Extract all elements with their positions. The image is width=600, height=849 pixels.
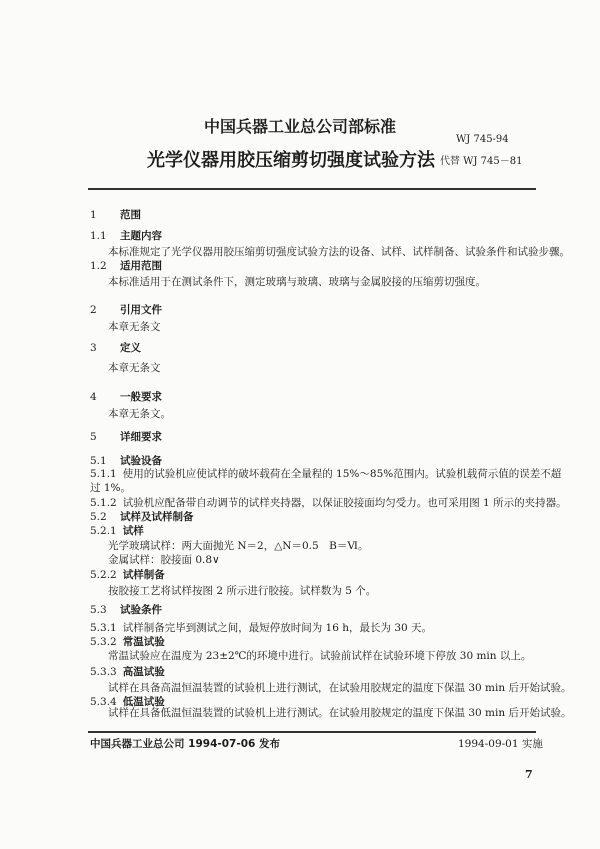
paragraph-line xyxy=(90,497,567,509)
line-text: 常温试验应在温度为 23±2℃的环境中进行。试验前试样在试验环境下停放 30 min 以上。 xyxy=(108,650,532,662)
section-heading xyxy=(90,230,162,242)
paragraph-line xyxy=(108,682,571,694)
section-heading xyxy=(90,209,141,221)
line-text: 金属试样：胶接面 0.8∨ xyxy=(108,554,220,566)
section-heading xyxy=(90,455,162,467)
line-text: 试样制备 xyxy=(122,569,165,581)
issue-date: 中国兵器工业总公司 1994-07-06 发布 xyxy=(90,738,280,750)
section-heading xyxy=(90,569,165,581)
line-text: 试验条件 xyxy=(120,604,162,616)
section-heading xyxy=(90,525,144,537)
section-heading xyxy=(90,391,162,403)
paragraph-line xyxy=(108,246,570,258)
line-text: 主题内容 xyxy=(120,230,162,242)
line-text: 详细要求 xyxy=(120,431,162,443)
section-number: 4 xyxy=(90,391,97,403)
document-title: 光学仪器用胶压缩剪切强度试验方法 xyxy=(147,150,435,171)
section-heading xyxy=(90,511,194,523)
section-heading xyxy=(90,666,165,678)
line-text: 一般要求 xyxy=(120,391,162,403)
line-text: 引用文件 xyxy=(120,304,162,316)
line-text: 本章无条文 xyxy=(108,321,161,333)
section-number: 5.2.2 xyxy=(90,569,117,581)
line-text: 试样在具备高温恒温装置的试验机上进行测试，在试验用胶规定的温度下保温 30 min 后开始试验。 xyxy=(108,682,572,694)
line-text: 低温试验 xyxy=(122,696,165,708)
paragraph-line xyxy=(108,650,531,662)
section-number: 5.2 xyxy=(90,511,107,523)
section-number: 1.1 xyxy=(90,230,107,242)
paragraph-line xyxy=(108,276,486,288)
line-text: 本章无条文。 xyxy=(108,408,171,420)
section-number: 1.2 xyxy=(90,260,107,272)
section-heading xyxy=(90,342,141,354)
paragraph-line xyxy=(108,554,220,566)
paragraph-line xyxy=(108,540,368,552)
section-number: 5.2.1 xyxy=(90,525,117,537)
line-text: 范围 xyxy=(120,209,141,221)
section-heading xyxy=(90,260,162,272)
line-text: 本标准规定了光学仪器用胶压缩剪切强度试验方法的设备、试样、试样制备、试验条件和试验步骤。 xyxy=(108,246,570,258)
section-number: 1 xyxy=(90,209,97,221)
line-text: 光学玻璃试样：两大面抛光 N＝2，△N＝0.5 B＝Ⅵ。 xyxy=(108,540,369,552)
line-text: 按胶接工艺将试样按图 2 所示进行胶接。试样数为 5 个。 xyxy=(108,585,377,597)
section-number: 2 xyxy=(90,304,97,316)
line-text: 试样及试样制备 xyxy=(120,511,194,523)
replaces-code: 代替 WJ 745－81 xyxy=(440,156,523,167)
paragraph-line xyxy=(108,408,171,420)
line-text: 试样制备完毕到测试之间，最短停放时间为 16 h，最长为 30 天。 xyxy=(122,622,433,634)
line-text: 高温试验 xyxy=(122,666,165,678)
page-number: 7 xyxy=(525,768,533,781)
section-heading xyxy=(90,431,162,443)
section-heading xyxy=(90,304,162,316)
section-number: 5.3.3 xyxy=(90,666,117,678)
section-heading xyxy=(90,636,165,648)
line-text: 试验设备 xyxy=(120,455,162,467)
issuer-heading: 中国兵器工业总公司部标准 xyxy=(203,117,396,136)
line-text: 本章无条文 xyxy=(108,362,161,374)
section-number: 5.1.1 xyxy=(90,468,117,480)
paragraph-line xyxy=(108,707,571,719)
line-text: 试样在具备低温恒温装置的试验机上进行测试。在试验用胶规定的温度下保温 30 min 后开始试验。 xyxy=(108,707,572,719)
section-number: 5.3.2 xyxy=(90,636,117,648)
paragraph-line xyxy=(108,362,161,374)
line-text: 试样 xyxy=(122,525,144,537)
paragraph-line xyxy=(90,622,432,634)
section-number: 5.3.4 xyxy=(90,696,117,708)
section-number: 3 xyxy=(90,342,97,354)
line-text: 过 1%。 xyxy=(90,482,131,494)
line-text: 使用的试验机应使试样的破坏载荷在全量程的 15%～85%范围内。试验机载荷示值的误差不超 xyxy=(122,468,562,480)
paragraph-line xyxy=(90,468,561,480)
paragraph-line xyxy=(108,321,161,333)
line-text: 试验机应配备带自动调节的试样夹持器，以保证胶接面均匀受力。也可采用图 1 所示的夹持器。 xyxy=(122,497,567,509)
header-rule xyxy=(88,188,536,190)
section-number: 5 xyxy=(90,431,97,443)
paragraph-line xyxy=(90,482,131,494)
effective-date: 1994-09-01 实施 xyxy=(458,738,543,750)
section-number: 5.1.2 xyxy=(90,497,117,509)
section-number: 5.1 xyxy=(90,455,107,467)
line-text: 本标准适用于在测试条件下，测定玻璃与玻璃、玻璃与金属胶接的压缩剪切强度。 xyxy=(108,276,486,288)
line-text: 定义 xyxy=(120,342,141,354)
paragraph-line xyxy=(108,585,376,597)
line-text: 适用范围 xyxy=(120,260,162,272)
footer-rule xyxy=(88,731,536,733)
section-number: 5.3.1 xyxy=(90,622,117,634)
section-number: 5.3 xyxy=(90,604,107,616)
line-text: 常温试验 xyxy=(122,636,165,648)
section-heading xyxy=(90,604,162,616)
standard-code: WJ 745-94 xyxy=(456,134,509,145)
